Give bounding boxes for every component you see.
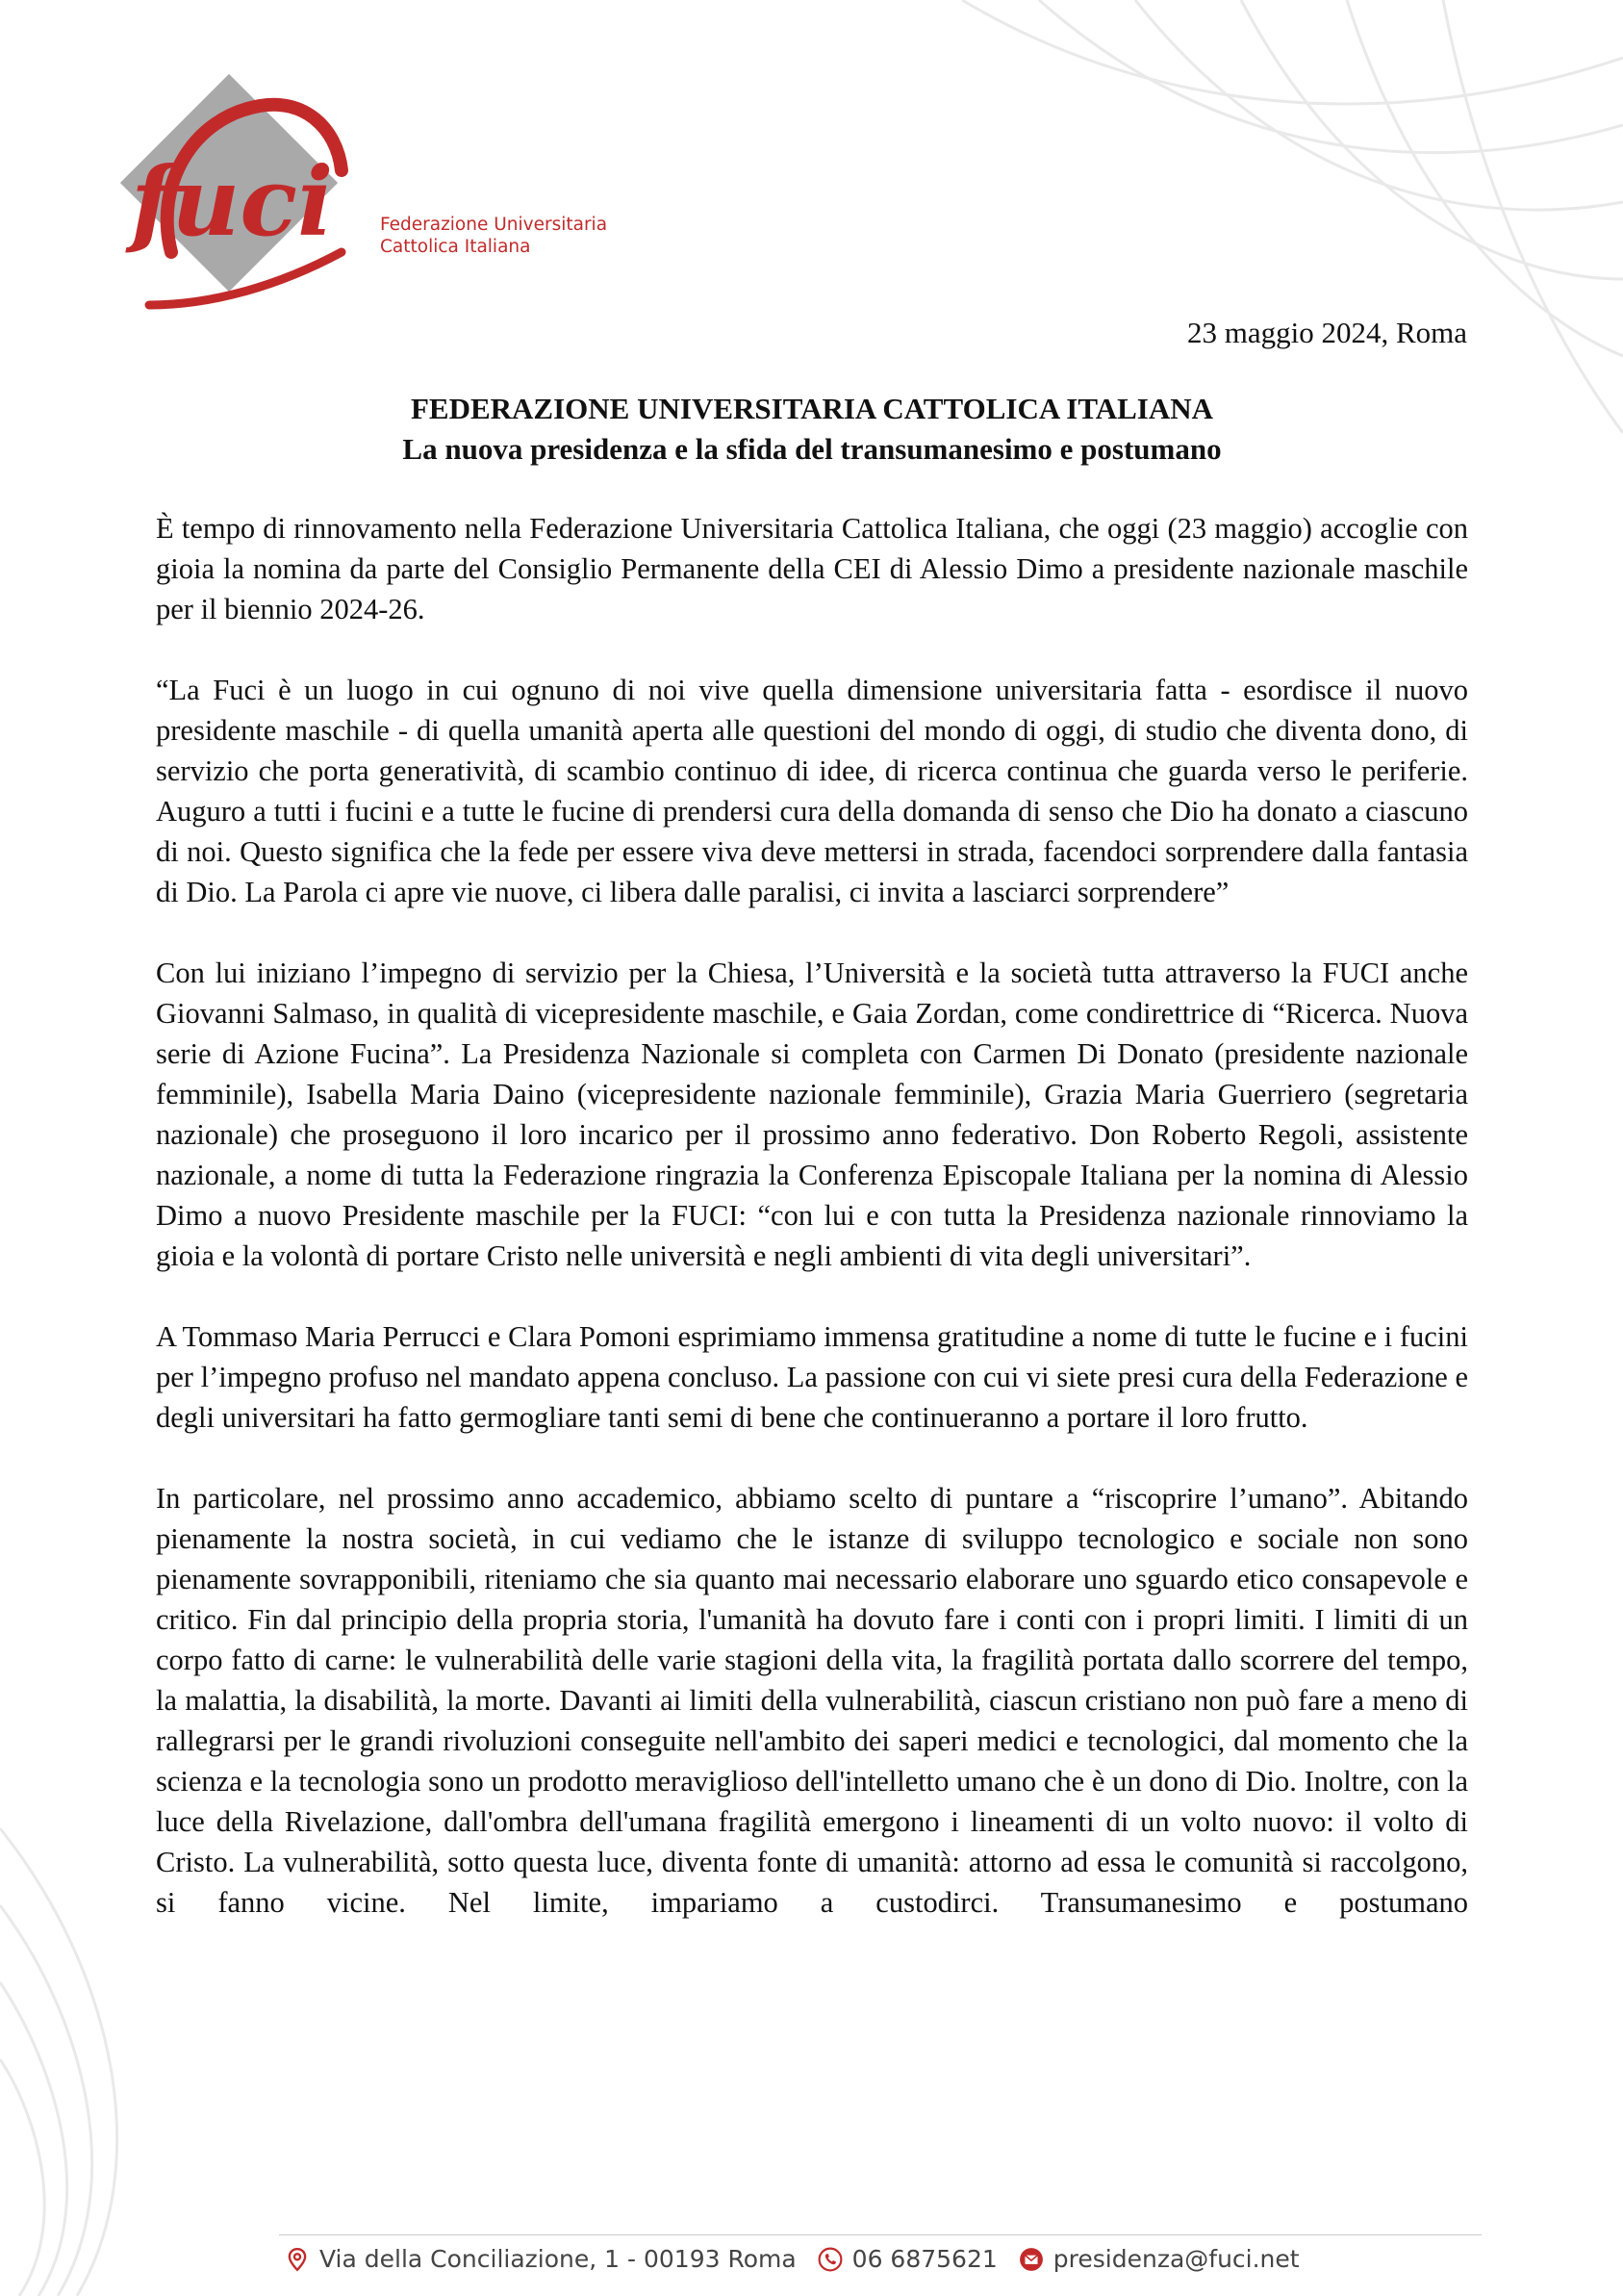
footer-phone-text: 06 6875621 xyxy=(851,2245,998,2273)
document-date: 23 maggio 2024, Roma xyxy=(1186,316,1467,349)
document-subtitle: La nuova presidenza e la sfida del transumanesimo e postumano xyxy=(402,432,1222,466)
document-title: FEDERAZIONE UNIVERSITARIA CATTOLICA ITALIANA xyxy=(410,392,1214,425)
phone-icon xyxy=(818,2247,843,2272)
paragraph-3: Con lui iniziano l’impegno di servizio per la Chiesa, l’Università e la società tutta attraverso la FUCI anche Giovanni Salmaso, in qualità di vicepresidente maschile, e Gaia Zordan, come condirettrice di “Ricerca. Nuova serie di Azione Fucina”. La Presidenza Nazionale si completa con Carmen Di Donato (presidente nazionale femminile), Isabella Maria Daino (vicepresidente nazionale femminile), Grazia Maria Guerriero (segretaria nazionale) che proseguono il loro incarico per il prossimo anno federativo. Don Roberto Regoli, assistente nazionale, a nome di tutta la Federazione ringrazia la Conferenza Episcopale Italiana per la nomina di Alessio Dimo a nuovo Presidente maschile per la FUCI: “con lui e con tutta la Presidenza nazionale rinnoviamo la gioia e la volontà di portare Cristo nelle università e negli ambienti di vita degli universitari”. xyxy=(156,957,1468,1272)
footer-address-text: Via della Conciliazione, 1 - 00193 Roma xyxy=(319,2245,797,2273)
footer-phone xyxy=(818,2245,998,2273)
brand-name-line-1: Federazione Universitaria xyxy=(380,215,608,235)
document-heading xyxy=(156,389,1468,470)
footer-email-text: presidenza@fuci.net xyxy=(1052,2245,1300,2273)
paragraph-5: In particolare, nel prossimo anno accademico, abbiamo scelto di puntare a “riscoprire l’umano”. Abitando pienamente la nostra società, in cui vediamo che le istanze di sviluppo tecnologico e sociale non sono pienamente sovrapponibili, riteniamo che sia quanto mai necessario elaborare uno sguardo etico consapevole e critico. Fin dal principio della propria storia, l'umanità ha dovuto fare i conti con i propri limiti. I limiti di un corpo fatto di carne: le vulnerabilità delle varie stagioni della vita, la fragilità portata dallo scorrere del tempo, la malattia, la disabilità, la morte. Davanti ai limiti della vulnerabilità, ciascun cristiano non può fare a meno di rallegrarsi per le grandi rivoluzioni conseguite nell'ambito dei saperi medici e tecnologici, dal momento che la scienza e la tecnologia sono un prodotto meraviglioso dell'intelletto umano che è un dono di Dio. Inoltre, con la luce della Rivelazione, dall'ombra dell'umana fragilità emergono i lineamenti di un volto nuovo: il volto di Cristo. La vulnerabilità, sotto questa luce, diventa fonte di umanità: attorno ad essa le comunità si raccolgono, si fanno vicine. Nel limite, impariamo a custodirci. Transumanesimo e postumano xyxy=(156,1482,1468,1919)
paragraph-1: È tempo di rinnovamento nella Federazione Universitaria Cattolica Italiana, che oggi (23 maggio) accoglie con gioia la nomina da parte del Consiglio Permanente della CEI di Alessio Dimo a presidente nazionale maschile per il biennio 2024-26. xyxy=(156,512,1468,625)
logo-wordmark: fuci xyxy=(131,147,334,258)
footer xyxy=(285,2245,1321,2273)
brand-name-line-2: Cattolica Italiana xyxy=(380,237,531,257)
location-pin-icon xyxy=(285,2247,310,2272)
paragraph-2: “La Fuci è un luogo in cui ognuno di noi vive quella dimensione universitaria fatta - esordisce il nuovo presidente maschile - di quella umanità aperta alle questioni del mondo di oggi, di studio che diventa dono, di servizio che porta generatività, di scambio continuo di idee, di ricerca continua che guarda verso le periferie. Auguro a tutti i fucini e a tutte le fucine di prendersi cura della domanda di senso che Dio ha donato a ciascuno di noi. Questo significa che la fede per essere viva deve mettersi in strada, facendoci sorprendere dalla fantasia di Dio. La Parola ci apre vie nuove, ci libera dalle paralisi, ci invita a lasciarci sorprendere” xyxy=(156,674,1468,908)
paragraph-4: A Tommaso Maria Perrucci e Clara Pomoni esprimiamo immensa gratitudine a nome di tutte le fucine e i fucini per l’impegno profuso nel mandato appena concluso. La passione con cui vi siete presi cura della Federazione e degli universitari ha fatto germogliare tanti semi di bene che continueranno a portare il loro frutto. xyxy=(156,1320,1468,1434)
footer-divider xyxy=(279,2234,1482,2235)
email-icon xyxy=(1019,2247,1044,2272)
brand-name xyxy=(380,214,607,258)
footer-email xyxy=(1019,2245,1300,2273)
document-body xyxy=(156,508,1468,1923)
footer-address xyxy=(285,2245,797,2273)
fuci-logo xyxy=(96,69,375,315)
